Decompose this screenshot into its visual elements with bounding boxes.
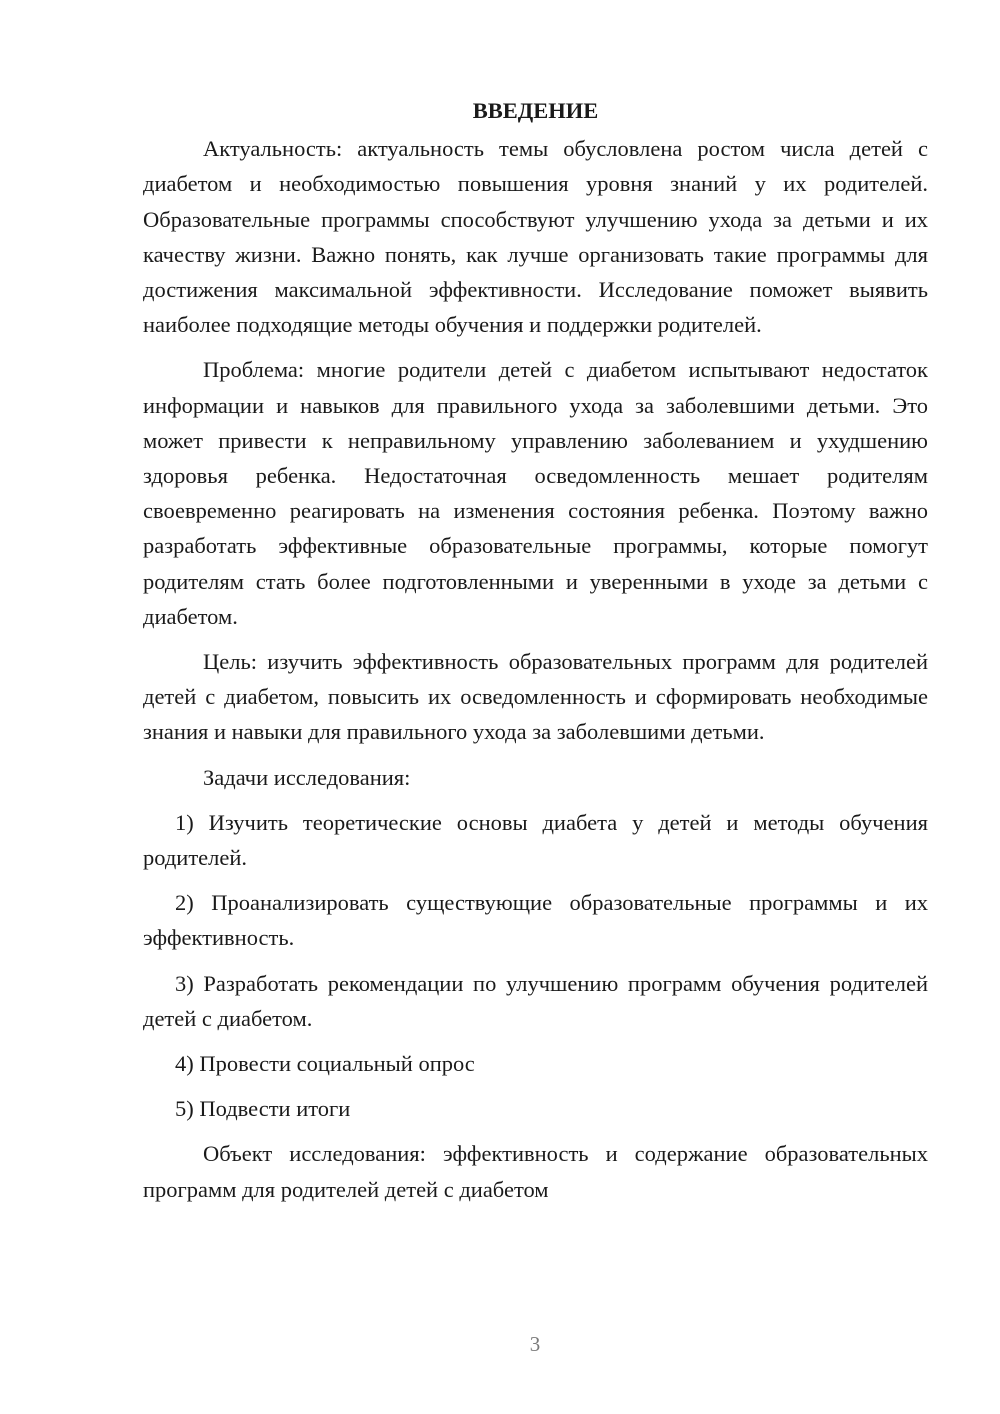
paragraph-research-object: Объект исследования: эффективность и содержание образовательных программ для родителей детей с диабетом	[143, 1141, 928, 1202]
task-item-2: 2) Проанализировать существующие образовательные программы и их эффективность.	[143, 890, 928, 951]
task-item-3: 3) Разработать рекомендации по улучшению программ обучения родителей детей с диабетом.	[143, 970, 928, 1031]
document-body	[143, 93, 928, 1207]
paragraph-relevance: Актуальность: актуальность темы обусловлена ростом числа детей с диабетом и необходимостью повышения уровня знаний у их родителей. Образовательные программы способствуют улучшению ухода за детьми и их качеству жизни. Важно понять, как лучше организовать такие программы для достижения максимальной эффективности. Исследование поможет выявить наиболее подходящие методы обучения и поддержки родителей.	[143, 136, 928, 338]
task-item-1: 1) Изучить теоретические основы диабета у детей и методы обучения родителей.	[143, 809, 928, 871]
task-item-4: 4) Провести социальный опрос	[175, 1051, 475, 1077]
section-title: ВВЕДЕНИЕ	[472, 98, 599, 123]
page-number: 3	[529, 1332, 541, 1356]
paragraph-problem: Проблема: многие родители детей с диабетом испытывают недостаток информации и навыков для правильного ухода за заболевшими детьми. Это может привести к неправильному управлению заболеванием и ухудшению здоровья ребенка. Недостаточная осведомленность мешает родителям своевременно реагировать на изменения состояния ребенка. Поэтому важно разработать эффективные образовательные программы, которые помогут родителям стать более подготовленными и уверенными в уходе за детьми с диабетом.	[143, 357, 928, 629]
tasks-heading: Задачи исследования:	[203, 764, 411, 790]
task-item-5: 5) Подвести итоги	[175, 1096, 351, 1122]
paragraph-goal: Цель: изучить эффективность образовательных программ для родителей детей с диабетом, повысить их осведомленность и сформировать необходимые знания и навыки для правильного ухода за заболевшими детьми.	[143, 649, 928, 745]
